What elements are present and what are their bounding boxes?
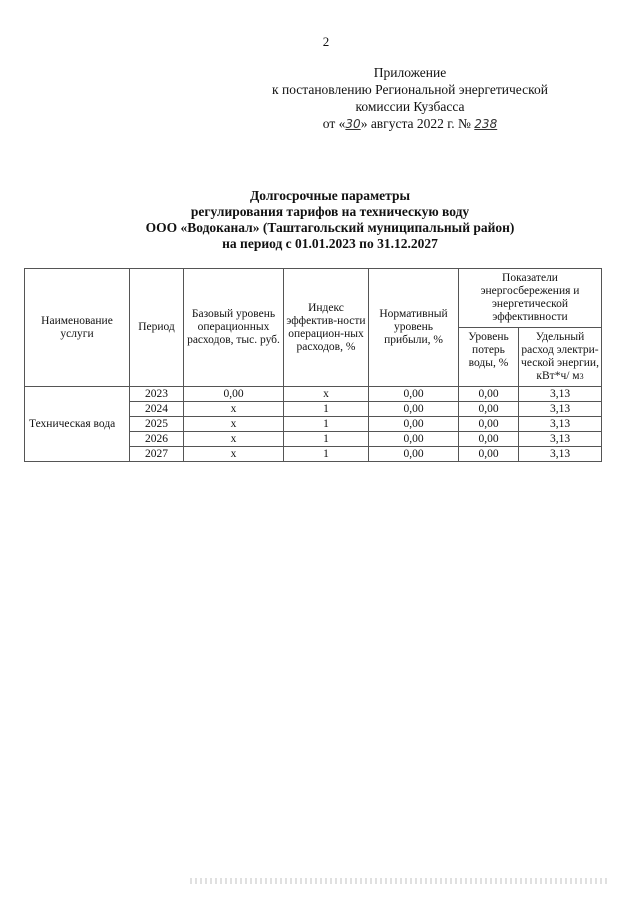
title-line-4: на период с 01.01.2023 по 31.12.2027	[222, 236, 438, 251]
header-profit: Нормативный уровень прибыли, %	[369, 269, 459, 387]
losses-cell: 0,00	[459, 447, 519, 462]
consumption-unit-superscript: 3	[579, 372, 584, 381]
appendix-header	[250, 64, 570, 133]
profit-cell: 0,00	[369, 402, 459, 417]
base-cell: x	[184, 432, 284, 447]
profit-cell: 0,00	[369, 387, 459, 402]
period-cell: 2024	[130, 402, 184, 417]
index-cell: 1	[284, 402, 369, 417]
index-cell: 1	[284, 432, 369, 447]
consumption-cell: 3,13	[519, 432, 602, 447]
table-row	[25, 387, 602, 402]
header-service: Наименование услуги	[25, 269, 130, 387]
scan-noise	[190, 878, 610, 884]
consumption-cell: 3,13	[519, 447, 602, 462]
date-prefix: от «	[322, 116, 346, 131]
header-consumption	[519, 328, 602, 387]
appendix-decree: к постановлению Региональной энергетической	[272, 82, 548, 97]
consumption-cell: 3,13	[519, 402, 602, 417]
base-cell: x	[184, 417, 284, 432]
header-energy-group: Показатели энергосбережения и энергетической эффективности	[459, 269, 602, 328]
period-cell: 2025	[130, 417, 184, 432]
profit-cell: 0,00	[369, 447, 459, 462]
period-cell: 2026	[130, 432, 184, 447]
index-cell: 1	[284, 447, 369, 462]
handwritten-number: 238	[474, 117, 498, 131]
profit-cell: 0,00	[369, 432, 459, 447]
index-cell: 1	[284, 417, 369, 432]
profit-cell: 0,00	[369, 417, 459, 432]
title-line-2: регулирования тарифов на техническую воду	[190, 204, 470, 219]
base-cell: 0,00	[184, 387, 284, 402]
consumption-unit: кВт*ч/ м	[536, 370, 580, 382]
title-line-1: Долгосрочные параметры	[250, 188, 410, 203]
index-cell: x	[284, 387, 369, 402]
header-losses: Уровень потерь воды, %	[459, 328, 519, 387]
appendix-label: Приложение	[373, 65, 447, 80]
base-cell: x	[184, 447, 284, 462]
header-period: Период	[130, 269, 184, 387]
handwritten-day: 30	[345, 117, 361, 131]
date-middle: » августа 2022 г. №	[360, 116, 471, 131]
consumption-label: Удельный расход электри-ческой энергии,	[521, 331, 599, 369]
page-number: 2	[322, 34, 330, 49]
appendix-commission: комиссии Кузбасса	[355, 99, 465, 114]
service-name-cell: Техническая вода	[25, 387, 130, 462]
parameters-table	[24, 268, 602, 462]
appendix-date-line	[250, 115, 570, 133]
document-title	[90, 188, 570, 252]
header-efficiency-index: Индекс эффектив-ности операцион-ных расходов, %	[284, 269, 369, 387]
title-line-3: ООО «Водоканал» (Таштагольский муниципальный район)	[145, 220, 515, 235]
header-base-costs: Базовый уровень операционных расходов, тыс. руб.	[184, 269, 284, 387]
period-cell: 2023	[130, 387, 184, 402]
base-cell: x	[184, 402, 284, 417]
losses-cell: 0,00	[459, 417, 519, 432]
losses-cell: 0,00	[459, 432, 519, 447]
consumption-cell: 3,13	[519, 387, 602, 402]
losses-cell: 0,00	[459, 402, 519, 417]
consumption-cell: 3,13	[519, 417, 602, 432]
period-cell: 2027	[130, 447, 184, 462]
losses-cell: 0,00	[459, 387, 519, 402]
